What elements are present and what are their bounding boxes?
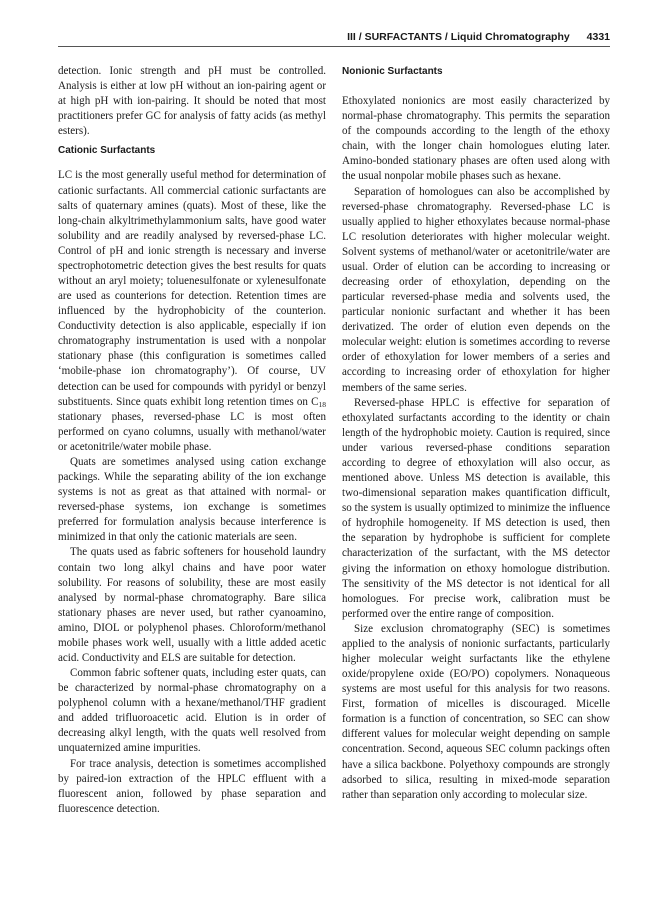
paragraph: Ethoxylated nonionics are most easily characterized by normal-phase chromatography. This permits the separation of the compounds according to the length of the ethoxy chain, with the longer chain homologues eluting later. Amino-bonded stationary phases are often used along with the usual nonpolar mobile phases such as hexane. — [342, 95, 610, 183]
section-heading-nonionic: Nonionic Surfactants — [342, 66, 443, 77]
paragraph: Separation of homologues can also be accomplished by reversed-phase chromatography. Reversed-phase LC is usually applied to higher ethoxylates because normal-phase LC resolution deteriorates with higher molecular weight. Solvent systems of methanol/water or acetonitrile/water are usual. Order of elution can be according to increasing or decreasing order of ethoxylation, depending on the particular reversed-phase media and solvents used, the particular nonionic surfactant and whether it has been derivatized. The order of elution even depends on the molecular weight: elution is sometimes according to reverse order of ethoxylation for lower members of a series and according to increasing order of ethoxylation for higher members of the same series. — [342, 185, 610, 394]
paragraph: LC is the most generally useful method for determination of cationic surfactants. All commercial cationic surfactants are salts of quaternary amines (quats). Most of these, like the long-chain alkyltrimethylammonium salts, have good water solubility and are readily analysed by reversed-phase LC. Control of pH and ionic strength is necessary and inverse spectrophotometric detection gives the best results for quats without an aryl moiety; toluenesulfonate or xylenesulfonate are used as counterions for detection. Retention times are influenced by the hydrophobicity of the counterion. Conductivity detection is also applicable, especially if ion chromatography instrumentation is used with a nonpolar stationary phase (this configuration is sometimes called ‘mobile-phase ion chromatography’). Of course, UV detection can be used for compounds with pyridyl or benzyl substituents. Since quats exhibit long retention times on $C_{18}$ stationary phases, reversed-phase LC is most often performed on cyano columns, usually with methanol/water or acetonitrile/water mobile phase. — [58, 169, 326, 453]
paragraph: Quats are sometimes analysed using cation exchange packings. While the separating ability of the ion exchange systems is not as great as that attained with normal- or reversed-phase systems, ion exchange is sometimes preferred for formulation analysis because interference is minimized in that only the cationic materials are seen. — [58, 455, 326, 544]
running-title: III / SURFACTANTS / Liquid Chromatography — [347, 31, 570, 43]
left-column — [58, 64, 326, 817]
paragraph: Reversed-phase HPLC is effective for separation of ethoxylated surfactants according to the identity or chain length of the hydrophobic moiety. Caution is required, since under various reversed-phase conditions separation according to degree of ethoxylation will also occur, as mentioned above. Unless MS detection is available, this two-dimensional separation makes quantification difficult, so the system is usually optimized to minimize the influence of hydrophile homogeneity. If MS detection is used, then the separation by hydrophobe is sufficient for complete characterization of the surfactant, with the MS detector giving the information on ethoxy homologue distribution. The sensitivity of the MS detector is not identical for all homologues. For precise work, calibration must be performed over the entire range of composition. — [342, 396, 610, 620]
header-rule — [58, 46, 610, 47]
paragraph: Size exclusion chromatography (SEC) is sometimes applied to the analysis of nonionic surfactants, particularly higher molecular weight surfactants like the ethylene oxide/propylene oxide (EO/PO) copolymers. Nonaqueous systems are most useful for this analysis for two reasons. First, formation of micelles is discouraged. Micelle formation is a function of concentration, so SEC can show different values for molecular weight depending on sample concentration. Second, aqueous SEC column packings often have a silica backbone. Polyethoxy compounds are strongly adsorbed to silica, resulting in mixed-mode separation rather than separation only according to molecular size. — [342, 622, 610, 801]
paragraph: For trace analysis, detection is sometimes accomplished by paired-ion extraction of the HPLC effluent with a fluorescent anion, followed by phase separation and fluorescence detection. — [58, 757, 326, 815]
paragraph: The quats used as fabric softeners for household laundry contain two long alkyl chains and have poor water solubility. For reasons of solubility, these are most easily analysed by normal-phase chromatography. Bare silica stationary phases are never used, but rather cyanoamino, amino, DIOL or polyphenol phases. Chloroform/methanol mobile phases work well, usually with a little added acetic acid. Conductivity and ELS are suitable for detection. — [58, 546, 326, 664]
running-header — [340, 30, 610, 46]
right-column — [342, 64, 610, 803]
subscript: 18 — [318, 399, 326, 409]
paragraph: Common fabric softener quats, including ester quats, can be characterized by normal-phase chromatography on a polyphenol column with a hexane/methanol/THF gradient and added trifluoroacetic acid. Elution is in order of decreasing alkyl length, with the quats well resolved from unquaternized amine impurities. — [58, 667, 326, 755]
continued-paragraph: detection. Ionic strength and pH must be controlled. Analysis is either at low pH without an ion-pairing agent or at high pH with ion-pairing. It should be noted that most practitioners prefer GC for analysis of fatty acids (as methyl esters). — [58, 65, 326, 138]
section-heading-cationic: Cationic Surfactants — [58, 145, 156, 157]
page-number: 4331 — [586, 31, 610, 43]
